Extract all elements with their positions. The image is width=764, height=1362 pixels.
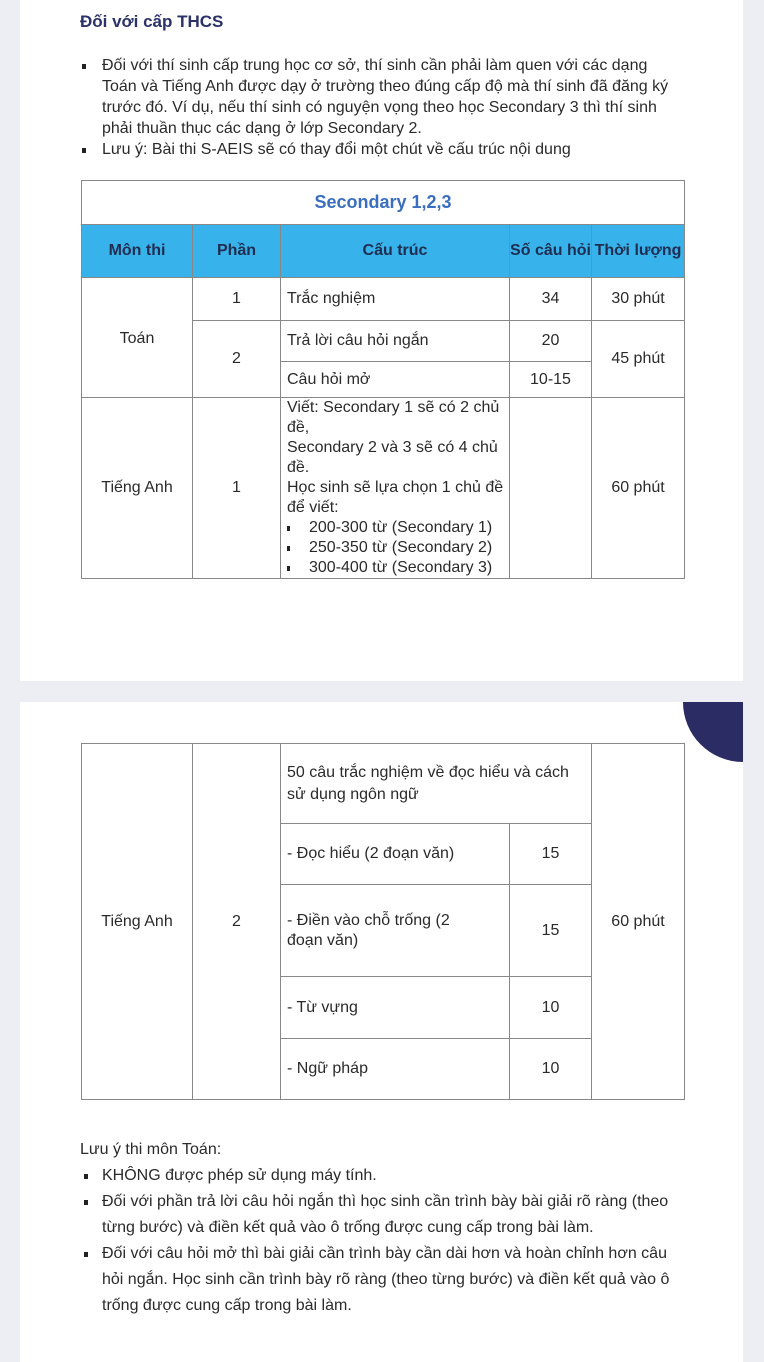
header-subject: Môn thi [82, 225, 193, 278]
duration-cell: 30 phút [592, 278, 685, 321]
secondary-exam-table [81, 180, 685, 579]
structure-cell: Trắc nghiệm [281, 278, 510, 321]
table-row [82, 278, 685, 321]
english-part2-table [81, 743, 685, 1100]
table-caption: Secondary 1,2,3 [82, 181, 685, 225]
structure-cell [281, 885, 510, 977]
writing-line: Học sinh sẽ lựa chọn 1 chủ đề để viết: [287, 479, 504, 516]
count-cell: 20 [510, 321, 592, 362]
duration-cell: 45 phút [592, 321, 685, 398]
subject-cell: Toán [82, 278, 193, 398]
count-cell: 15 [510, 885, 592, 977]
subject-cell: Tiếng Anh [82, 744, 193, 1100]
document-page-1 [20, 0, 743, 681]
intro-bullet: Lưu ý: Bài thi S-AEIS sẽ có thay đổi một chút về cấu trúc nội dung [78, 139, 678, 160]
part-cell: 2 [193, 744, 281, 1100]
header-part: Phần [193, 225, 281, 278]
notes-list [80, 1163, 690, 1319]
structure-cell: Trả lời câu hỏi ngắn [281, 321, 510, 362]
word-count-list [287, 518, 509, 578]
structure-text: - Điền vào chỗ trống (2 đoạn văn) [287, 911, 450, 949]
duration-cell: 60 phút [592, 744, 685, 1100]
structure-cell: Câu hỏi mở [281, 362, 510, 398]
part-cell: 1 [193, 398, 281, 579]
notes-title: Lưu ý thi môn Toán: [80, 1141, 222, 1158]
note-item: Đối với phần trả lời câu hỏi ngắn thì học sinh cần trình bày bài giải rõ ràng (theo từng bước) và điền kết quả vào ô trống được cung cấp trong bài làm. [80, 1189, 690, 1241]
part-cell: 2 [193, 321, 281, 398]
intro-text: 50 câu trắc nghiệm về đọc hiểu và cách sử dụng ngôn ngữ [287, 763, 569, 803]
header-duration: Thời lượng [592, 225, 685, 278]
duration-cell: 60 phút [592, 398, 685, 579]
word-count-item: 250-350 từ (Secondary 2) [287, 538, 509, 558]
table-row [82, 744, 685, 824]
decorative-corner [683, 702, 743, 762]
section-heading: Đối với cấp THCS [80, 12, 224, 31]
count-cell: 10 [510, 1039, 592, 1100]
document-page-2 [20, 702, 743, 1362]
header-structure: Cấu trúc [281, 225, 510, 278]
count-cell: 10-15 [510, 362, 592, 398]
math-notes [80, 1137, 690, 1319]
part-cell: 1 [193, 278, 281, 321]
writing-line: Secondary 2 và 3 sẽ có 4 chủ đề. [287, 439, 498, 476]
note-item: Đối với câu hỏi mở thì bài giải cần trình bày cần dài hơn và hoàn chỉnh hơn câu hỏi ngắn. Học sinh cần trình bày rõ ràng (theo từng bước) và điền kết quả vào ô trống được cung cấp trong bài làm. [80, 1241, 690, 1319]
note-item: KHÔNG được phép sử dụng máy tính. [80, 1163, 690, 1189]
table-row [82, 398, 685, 579]
intro-bullet-list [78, 55, 678, 160]
subject-cell: Tiếng Anh [82, 398, 193, 579]
count-cell [510, 398, 592, 579]
writing-structure-cell [281, 398, 510, 579]
word-count-item: 200-300 từ (Secondary 1) [287, 518, 509, 538]
intro-bullet: Đối với thí sinh cấp trung học cơ sở, thí sinh cần phải làm quen với các dạng Toán và Tiếng Anh được dạy ở trường theo đúng cấp độ mà thí sinh đã đăng ký trước đó. Ví dụ, nếu thí sinh có nguyện vọng theo học Secondary 3 thì thí sinh phải thuần thục các dạng ở lớp Secondary 2. [78, 55, 678, 139]
count-cell: 10 [510, 977, 592, 1039]
table-header-row [82, 225, 685, 278]
writing-line: Viết: Secondary 1 sẽ có 2 chủ đề, [287, 399, 500, 436]
header-question-count: Số câu hỏi [510, 225, 592, 278]
intro-cell [281, 744, 592, 824]
word-count-item: 300-400 từ (Secondary 3) [287, 558, 509, 578]
structure-cell: - Ngữ pháp [281, 1039, 510, 1100]
structure-cell: - Đọc hiểu (2 đoạn văn) [281, 824, 510, 885]
count-cell: 15 [510, 824, 592, 885]
count-cell: 34 [510, 278, 592, 321]
structure-cell: - Từ vựng [281, 977, 510, 1039]
